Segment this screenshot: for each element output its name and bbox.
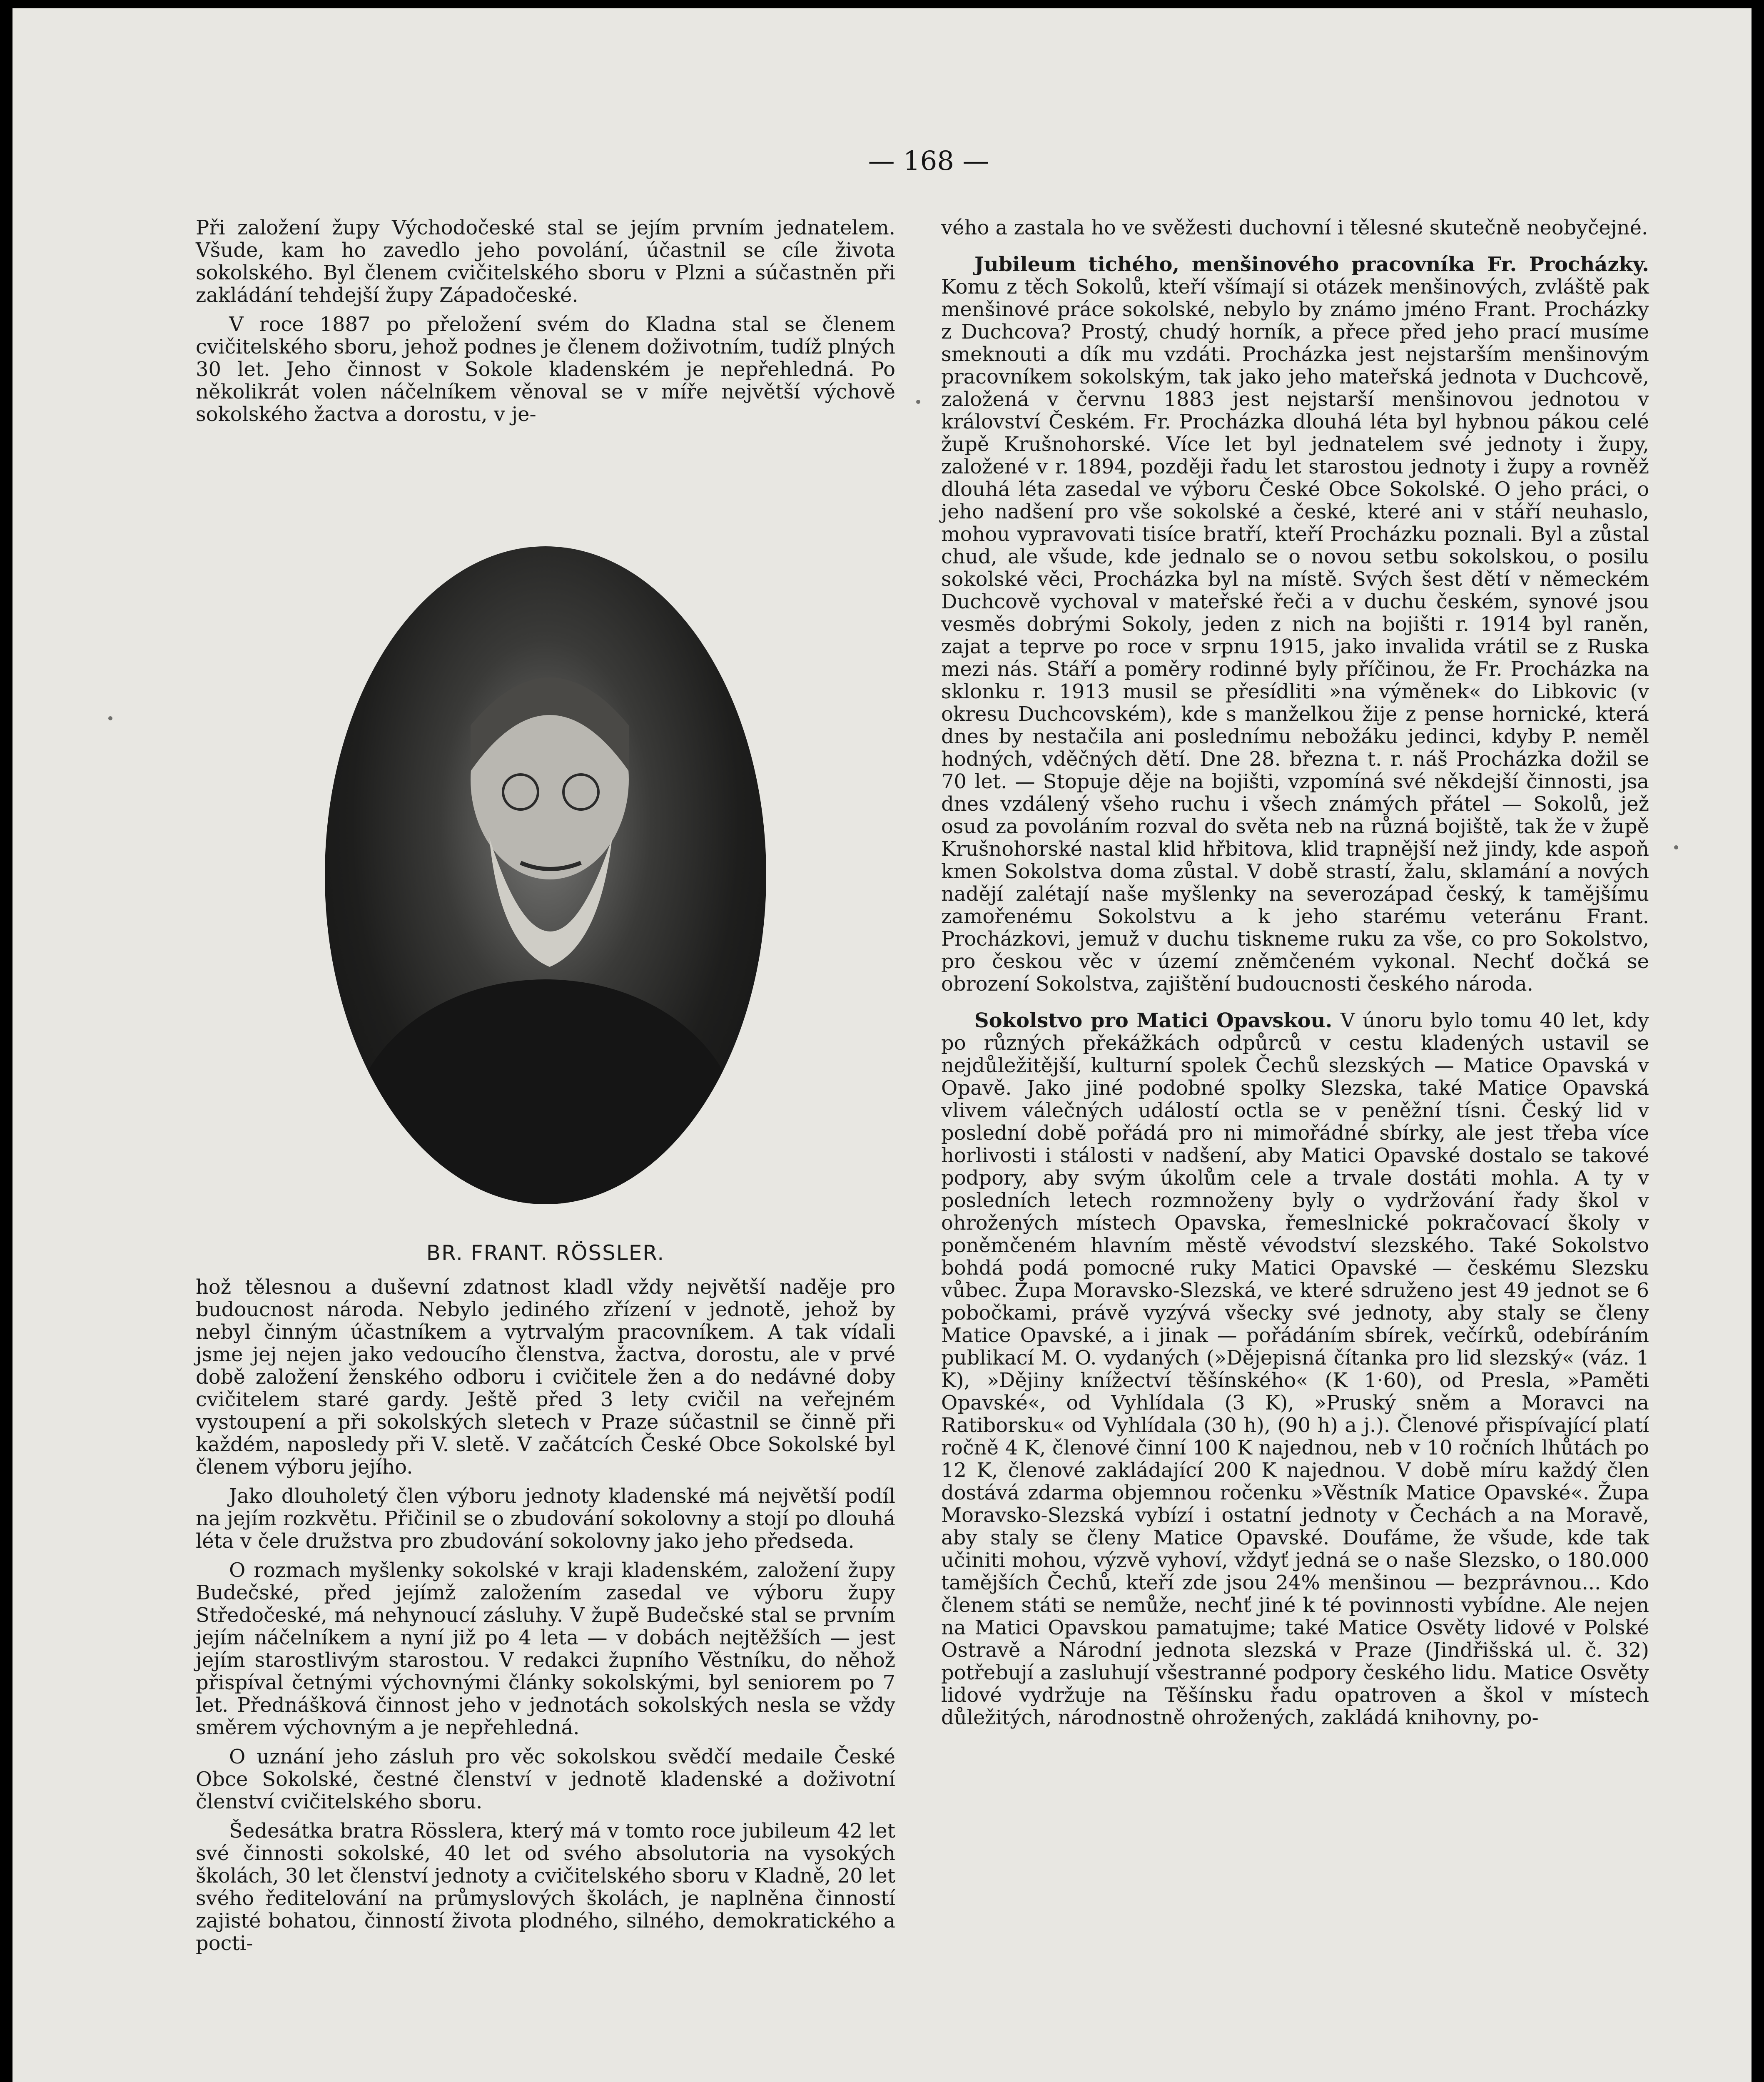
paragraph: vého a zastala ho ve svěžesti duchovní i tělesné skutečně neobyčejné. [941,216,1648,239]
article-body: V únoru bylo tomu 40 let, kdy po různých překážkách odpůrců v cestu kladených ustavil se nejdůležitější, kulturní spolek Čechů slezských — Matice Opavská v Opavě. Jako jiné podobné spolky Slezska, také Matice Opavská vlivem válečných událostí octla se v peněžní tísni. Český lid v poslední době pořádá pro ni mimořádné sbírky, ale jest třeba více horlivosti i stálosti v nadšení, aby Matici Opavské dostalo se takové podpory, aby svým úkolům cele a trvale dostáti mohla. A ty v posledních letech rozmnoženy byly o vydržování řady škol v ohrožených místech Opavska, řemeslnické pokračovací školy v poněmčeném hlavním městě vévodství slezského. Také Sokolstvo bohdá podá pomocné ruky Matici Opavské — českému Slezsku vůbec. Župa Moravsko-Slezská, ve které sdruženo jest 49 jednot se 6 pobočkami, právě vyzývá všecky své jednoty, aby staly se členy Matice Opavské, a i jinak — pořádáním sbírek, večírků, odebíráním publikací M. O. vydaných (»Dějepisná čítanka pro lid slezský« (váz. 1 K), »Dějiny knížectví těšínského« (K 1·60), od Presla, »Paměti Opavské«, od Vyhlídala (3 K), »Pruský sněm a Moravci na Ratiborsku« od Vyhlídala (30 h), (90 h) a j.). Členové přispívající platí ročně 4 K, členové činní 100 K najednou, neb v 10 ročních lhůtách po 12 K, členové zakládající 200 K najednou. V době míru každý člen dostává zdarma objemnou ročenku »Věstník Matice Opavské«. Župa Moravsko-Slezská vybízí i ostatní jednoty v Čechách a na Moravě, aby staly se členy Matice Opavské. Doufáme, že všude, kde tak učiniti mohou, výzvě vyhoví, vždyť jedná se o naše Slezsko, o 180.000 tamějších Čechů, kteří zde jsou 24% menšinou — bezprávnou... Kdo členem státi se nemůže, nechť jiné k té povinnosti vybídne. Ale nejen na Matici Opavskou pamatujme; také Matice Osvěty lidové v Polské Ostravě a Národní jednota slezská v Praze (Jindřišská ul. č. 32) potřebují a zasluhují všestranné podpory českého lidu. Matice Osvěty lidové vydržuje na Těšínsku řadu opatroven a škol v místech důležitých, národnostně ohrožených, zakládá knihovny, po- [941,1009,1649,1729]
paragraph: O uznání jeho zásluh pro věc sokolskou svědčí medaile České Obce Sokolské, čestné členství v jednotě kladenské a doživotní členství cvičitelského sboru. [196,1745,895,1813]
portrait-coat [350,979,741,1204]
print-speck [916,400,920,404]
paragraph: O rozmach myšlenky sokolské v kraji kladenském, založení župy Budečské, před jejímž založením zasedal ve výboru župy Středočeské, má nehynoucí zásluhy. V župě Budečské stal se prvním jejím náčelníkem a nyní již po 4 leta — v dobách nejtěžších — jest jejím starostlivým starostou. V redakci župního Věstníku, do něhož přispíval četnými výchovnými články sokolskými, byl seniorem po 7 let. Přednášková činnost jeho v jednotách sokolských nesla se vždy směrem výchovným a je nepřehledná. [196,1559,895,1739]
print-speck [108,716,112,720]
article-matice-opavska [941,1009,1649,1729]
portrait-photo [325,546,766,1204]
paragraph: V roce 1887 po přeložení svém do Kladna stal se členem cvičitelského sboru, jehož podnes je členem doživotním, tudíž plných 30 let. Jeho činnost v Sokole kladenském je nepřehledná. Po několikrát volen náčelníkem věnoval se v míře největší výchově sokolského žactva a dorostu, v je- [196,313,895,426]
paragraph: Při založení župy Východočeské stal se jejím prvním jednatelem. Všude, kam ho zavedlo jeho povolání, účastnil se cíle života sokolského. Byl členem cvičitelského sboru v Plzni a súčastněn při zakládání tehdejší župy Západočeské. [196,216,895,307]
paragraph: Šedesátka bratra Rösslera, který má v tomto roce jubileum 42 let své činnosti sokolské, 40 let od svého absolutoria na vysokých školách, 30 let členství jednoty a cvičitelského sboru v Kladně, 20 let svého ředitelování na průmyslových školách, je naplněna činností zajisté bohatou, činností života plodného, silného, demokratického a pocti- [196,1819,895,1955]
paragraph: hož tělesnou a duševní zdatnost kladl vždy největší naděje pro budoucnost národa. Nebylo jediného zřízení v jednotě, jehož by nebyl činným účastníkem a vytrvalým pracovníkem. A tak vídali jsme jej nejen jako vedoucího členstva, žactva, dorostu, ale v prvé době založení ženského odboru i cvičitele žen a do nedávné doby cvičitelem staré gardy. Ještě před 3 lety cvičil na veřejném vystoupení a při sokolských sletech v Praze súčastnil se činně při každém, naposledy při V. sletě. V začátcích České Obce Sokolské byl členem výboru jejího. [196,1275,895,1479]
print-speck [1674,845,1678,849]
article-procházka [941,253,1649,995]
article-heading: Jubileum tichého, menšinového pracovníka Fr. Procházky. [974,253,1649,276]
scanned-page [12,8,1752,2082]
page-number: — 168 — [868,146,989,177]
photo-caption: BR. FRANT. RÖSSLER. [426,1241,665,1265]
right-column [941,217,1649,1736]
portrait-figure [325,546,766,1204]
article-heading: Sokolstvo pro Matici Opavskou. [974,1009,1340,1032]
paragraph: Jako dlouholetý člen výboru jednoty kladenské má největší podíl na jejím rozkvětu. Přičinil se o zbudování sokolovny a stojí po dlouhá léta v čele družstva pro zbudování sokolovny jako jeho předseda. [196,1484,895,1553]
article-body: Komu z těch Sokolů, kteří všímají si otázek menšinových, zvláště pak menšinové práce sokolské, nebylo by známo jméno Frant. Procházky z Duchcova? Prostý, chudý horník, a přece před jeho prací musíme smeknouti a dík mu vzdáti. Procházka jest nejstarším menšinovým pracovníkem sokolským, tak jako jeho mateřská jednota v Duchcově, založená v červnu 1883 jest nejstarší menšinovou jednotou v království Českém. Fr. Procházka dlouhá léta byl hybnou pákou celé župě Krušnohorské. Více let byl jednatelem své jednoty i župy, založené v r. 1894, později řadu let starostou jednoty i župy a rovněž dlouhá léta zasedal ve výboru České Obce Sokolské. O jeho práci, o jeho nadšení pro vše sokolské a české, které ani v stáří neuhaslo, mohou vypravovati tisíce bratří, kteří Procházku poznali. Byl a zůstal chud, ale všude, kde jednalo se o novou setbu sokolskou, o posilu sokolské věci, Procházka byl na místě. Svých šest dětí v německém Duchcově vychoval v mateřské řeči a v duchu českém, synové jsou vesměs dobrými Sokoly, jeden z nich na bojišti r. 1914 byl raněn, zajat a teprve po roce v srpnu 1915, jako invalida vrátil se z Ruska mezi nás. Stáří a poměry rodinné byly příčinou, že Fr. Procházka na sklonku r. 1913 musil se přesídliti »na výměnek« do Libkovic (v okresu Duchcovském), kde s manželkou žije z pense hornické, která dnes by nestačila ani poslednímu nebožáku jedinci, kdyby P. neměl hodných, vděčných dětí. Dne 28. března t. r. náš Procházka dožil se 70 let. — Stopuje děje na bojišti, vzpomíná své někdejší činnosti, jsa dnes vzdálený všeho ruchu i všech známých přátel — Sokolů, jež osud za povoláním rozval do světa neb na různá bojiště, tak že v župě Krušnohorské nastal klid hřbitova, klid trapnější než jindy, kde aspoň kmen Sokolstva doma zůstal. V době strastí, žalu, sklamání a nových nadějí zalétají naše myšlenky na severozápad český, k tamějšímu zamořenému Sokolstvu a k jeho starému veteránu Frant. Procházkovi, jemuž v duchu tiskneme ruku za vše, co pro Sokolstvo, pro českou věc v území zněmčeném vykonal. Nechť dočká se obrození Sokolstva, zajištění budoucnosti českého národa. [941,275,1649,996]
left-column [196,217,895,1961]
